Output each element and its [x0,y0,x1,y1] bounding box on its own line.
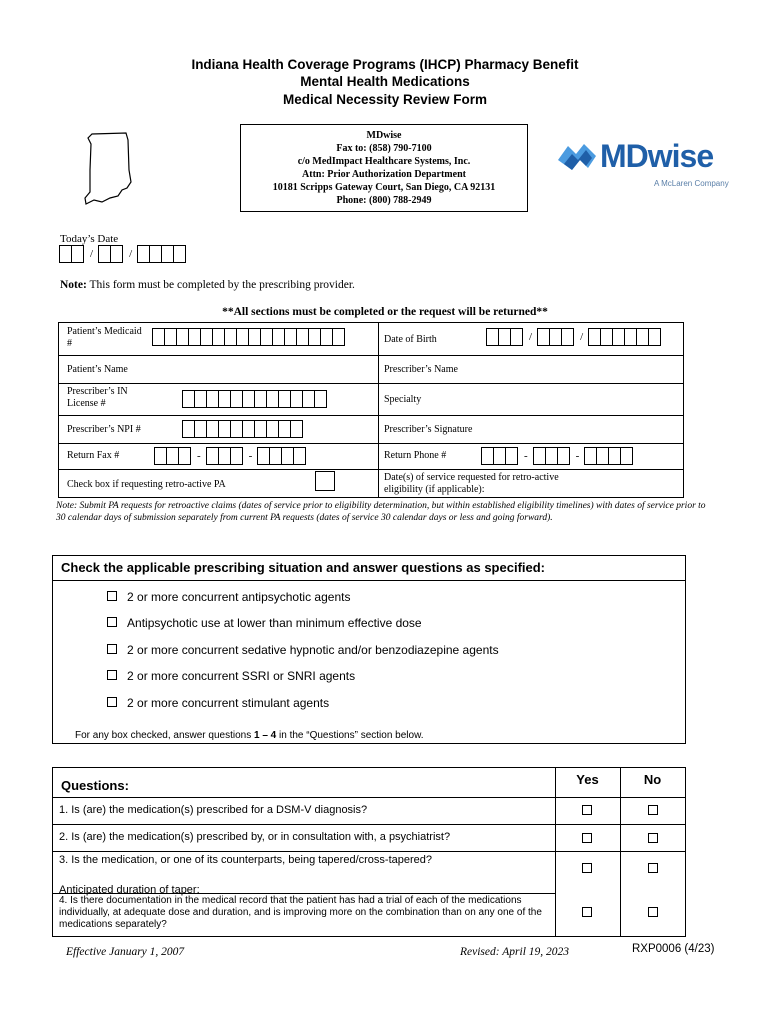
prescribing-situation-section [52,555,686,744]
question-2: 2. Is (are) the medication(s) prescribed by, or in consultation with, a psychiatrist? [59,831,451,843]
date-of-birth-label: Date of Birth [384,334,437,345]
q1-yes-checkbox[interactable] [582,805,592,815]
q1-no-checkbox[interactable] [648,805,658,815]
q2-no-checkbox[interactable] [648,833,658,843]
effective-date: Effective January 1, 2007 [66,946,185,958]
questions-section [52,767,686,937]
form-title-line3: Medical Necessity Review Form [282,92,488,107]
form-title-line2: Mental Health Medications [300,74,470,89]
option-checkbox[interactable] [107,591,117,601]
situation-option[interactable] [107,669,355,683]
option-label: 2 or more concurrent SSRI or SNRI agents [127,669,356,683]
situation-option[interactable] [107,616,422,630]
address-line: c/o MedImpact Healthcare Systems, Inc. [297,156,471,167]
address-line: 10181 Scripps Gateway Court, San Diego, CA 92131 [272,182,496,193]
option-checkbox[interactable] [107,697,117,707]
date-separator: / [580,331,584,343]
retro-dates-label: Date(s) of service requested for retro-active eligibility (if applicable): [384,472,559,495]
situation-option[interactable] [107,696,329,710]
mdwise-logo-text: MDwise [600,138,714,174]
prescriber-npi-field[interactable] [183,420,303,438]
date-separator: / [129,248,133,260]
no-header: No [643,772,662,787]
patient-medicaid-field[interactable] [153,328,345,346]
q3-no-checkbox[interactable] [648,863,658,873]
form-code: RXP0006 (4/23) [632,943,715,955]
patient-medicaid-label: Patient’s Medicaid # [67,326,142,349]
patient-name-label: Patient’s Name [67,364,128,375]
taper-duration-label: Anticipated duration of taper: [59,884,200,896]
footer-range: 1 – 4 [253,730,277,741]
question-1: 1. Is (are) the medication(s) prescribed for a DSM-V diagnosis? [59,804,368,816]
footer-text: in the “Questions” section below. [276,730,424,741]
retro-pa-checkbox[interactable] [315,471,335,491]
return-fax-label: Return Fax # [67,450,120,461]
todays-date-field[interactable] [60,245,186,263]
option-checkbox[interactable] [107,617,117,627]
note-text: This form must be completed by the prescribing provider. [86,279,355,291]
mdwise-logo-icon [556,140,600,176]
question-4: 4. Is there documentation in the medical record that the patient has had a trial of each of the medications individually, at adequate dose and duration, and is improving more on the combination than on any one of the medications separately? [59,895,542,930]
option-label: 2 or more concurrent stimulant agents [127,696,330,710]
prescriber-license-field[interactable] [183,390,327,408]
indiana-map-icon [82,130,142,206]
note-line [60,279,355,291]
dash-separator: - [524,450,528,462]
date-separator: / [529,331,533,343]
footer-text: For any box checked, answer questions [75,730,254,741]
return-phone-field[interactable] [482,447,633,465]
specialty-label: Specialty [384,394,422,405]
address-line: Attn: Prior Authorization Department [302,169,466,180]
yes-header: Yes [576,772,599,787]
option-label: 2 or more concurrent sedative hypnotic and/or benzodiazepine agents [127,643,499,657]
address-line: Fax to: (858) 790-7100 [336,143,432,154]
prescriber-npi-label: Prescriber’s NPI # [67,424,141,435]
dash-separator: - [197,450,201,462]
note-label: Note: [60,279,87,291]
return-phone-label: Return Phone # [384,450,447,461]
address-line: Phone: (800) 788-2949 [336,195,432,206]
dash-separator: - [575,450,580,462]
situation-option[interactable] [107,590,350,604]
questions-heading: Questions: [61,778,129,793]
q3-yes-checkbox[interactable] [582,863,592,873]
option-checkbox[interactable] [107,644,117,654]
retro-note: Note: Submit PA requests for retroactive claims (dates of service prior to eligibility determination, but within established eligibility timelines) with dates of service prior to 30 calendar days of submission separately from current PA requests (dates of service 30 calendar days or less and going forward). [56,501,706,523]
all-sections-warning: **All sections must be completed or the request will be returned** [222,306,548,318]
option-label: Antipsychotic use at lower than minimum effective dose [127,616,422,630]
fax-address-box [240,124,528,212]
todays-date-label: Today’s Date [60,233,119,245]
date-separator: / [90,248,94,260]
prescriber-signature-label: Prescriber’s Signature [384,424,473,435]
question-3: 3. Is the medication, or one of its counterparts, being tapered/cross-tapered? [59,854,432,866]
retro-pa-label: Check box if requesting retro-active PA [67,479,226,490]
prescriber-name-label: Prescriber’s Name [384,364,458,375]
address-line: MDwise [366,130,402,141]
situation-footer [75,730,424,741]
patient-prescriber-table [58,322,684,498]
revised-date: Revised: April 19, 2023 [460,946,570,958]
date-of-birth-field[interactable] [487,328,661,346]
mdwise-logo-subtitle: A McLaren Company [654,179,729,188]
q2-yes-checkbox[interactable] [582,833,592,843]
dash-separator: - [248,450,253,462]
form-title-line1: Indiana Health Coverage Programs (IHCP) Pharmacy Benefit [191,57,579,72]
option-label: 2 or more concurrent antipsychotic agents [127,590,351,604]
situation-heading: Check the applicable prescribing situation and answer questions as specified: [53,556,685,581]
option-checkbox[interactable] [107,670,117,680]
q4-yes-checkbox[interactable] [582,907,592,917]
q4-no-checkbox[interactable] [648,907,658,917]
situation-option[interactable] [107,643,499,657]
prescriber-license-label: Prescriber’s IN License # [67,386,128,409]
return-fax-field[interactable] [155,447,306,465]
